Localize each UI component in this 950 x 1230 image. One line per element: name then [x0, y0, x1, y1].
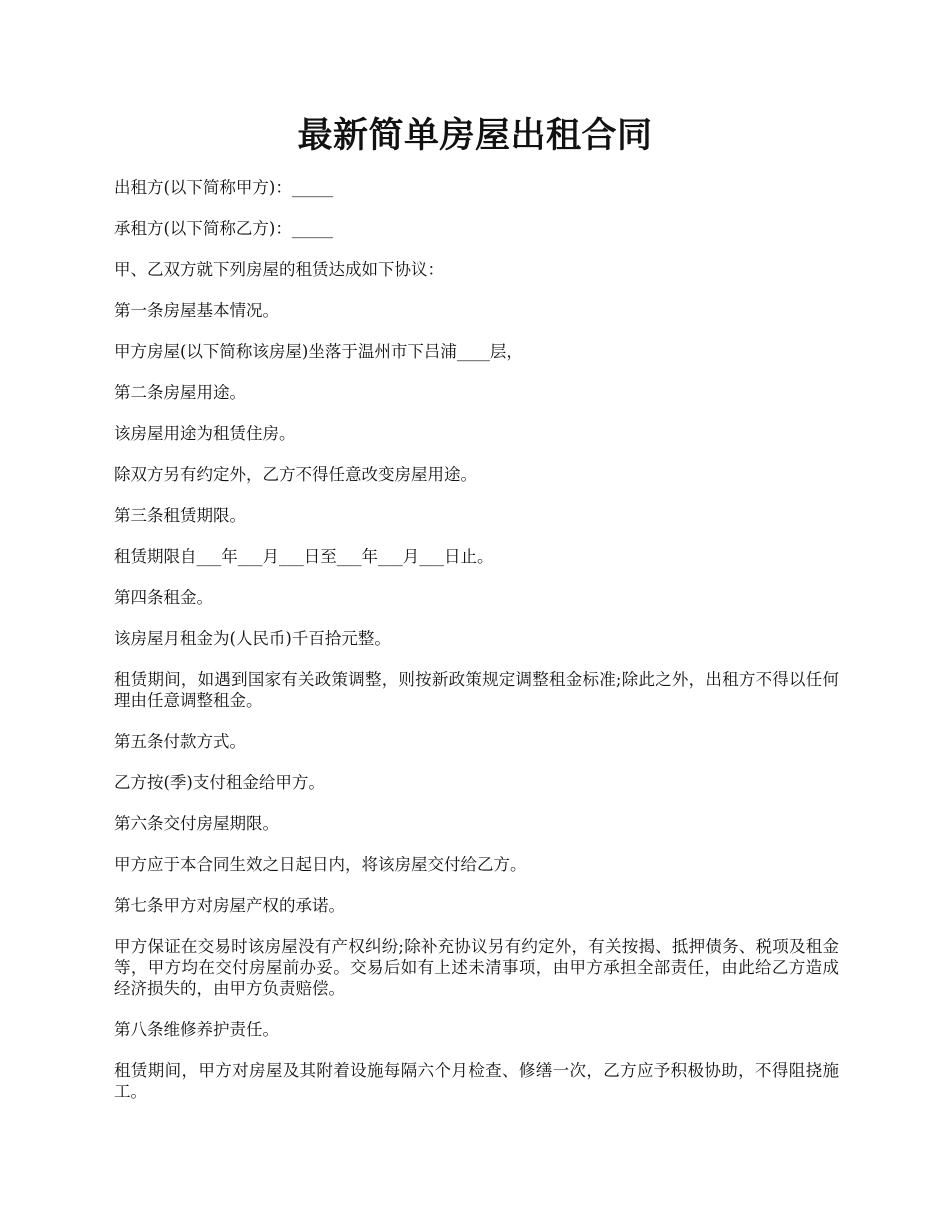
article-2-text-1: 该房屋用途为租赁住房。 — [114, 424, 296, 443]
article-3-heading: 第三条租赁期限。 — [114, 506, 246, 525]
article-5-text: 乙方按(季)支付租金给甲方。 — [114, 773, 325, 792]
article-4-text-2: 租赁期间，如遇到国家有关政策调整，则按新政策规定调整租金标准;除此之外，出租方不得以任何理由任意调整租金。 — [114, 670, 839, 710]
party-b-line: 承租方(以下简称乙方)：_____ — [114, 219, 334, 238]
article-5-heading: 第五条付款方式。 — [114, 732, 246, 751]
article-8-heading: 第八条维修养护责任。 — [114, 1020, 279, 1039]
document-body — [114, 177, 839, 1122]
article-8-text: 租赁期间，甲方对房屋及其附着设施每隔六个月检查、修缮一次，乙方应予积极协助，不得阻挠施工。 — [114, 1061, 839, 1101]
article-6-text: 甲方应于本合同生效之日起日内，将该房屋交付给乙方。 — [114, 855, 527, 874]
article-6-heading: 第六条交付房屋期限。 — [114, 814, 279, 833]
article-1-text: 甲方房屋(以下简称该房屋)坐落于温州市下吕浦____层， — [114, 342, 523, 361]
article-4-heading: 第四条租金。 — [114, 588, 213, 607]
article-7-text: 甲方保证在交易时该房屋没有产权纠纷;除补充协议另有约定外，有关按揭、抵押债务、税项及租金等，甲方均在交付房屋前办妥。交易后如有上述未清事项，由甲方承担全部责任，由此给乙方造成经济损失的，由甲方负责赔偿。 — [114, 937, 839, 998]
party-a-line: 出租方(以下简称甲方)：_____ — [114, 178, 334, 197]
article-1-heading: 第一条房屋基本情况。 — [114, 301, 279, 320]
agreement-intro: 甲、乙双方就下列房屋的租赁达成如下协议： — [114, 260, 444, 279]
article-2-heading: 第二条房屋用途。 — [114, 383, 246, 402]
document-title: 最新简单房屋出租合同 — [297, 115, 653, 156]
article-2-text-2: 除双方另有约定外，乙方不得任意改变房屋用途。 — [114, 465, 477, 484]
article-7-heading: 第七条甲方对房屋产权的承诺。 — [114, 896, 345, 915]
article-4-text-1: 该房屋月租金为(人民币)千百拾元整。 — [114, 629, 391, 648]
article-3-text: 租赁期限自___年___月___日至___年___月___日止。 — [114, 547, 494, 566]
